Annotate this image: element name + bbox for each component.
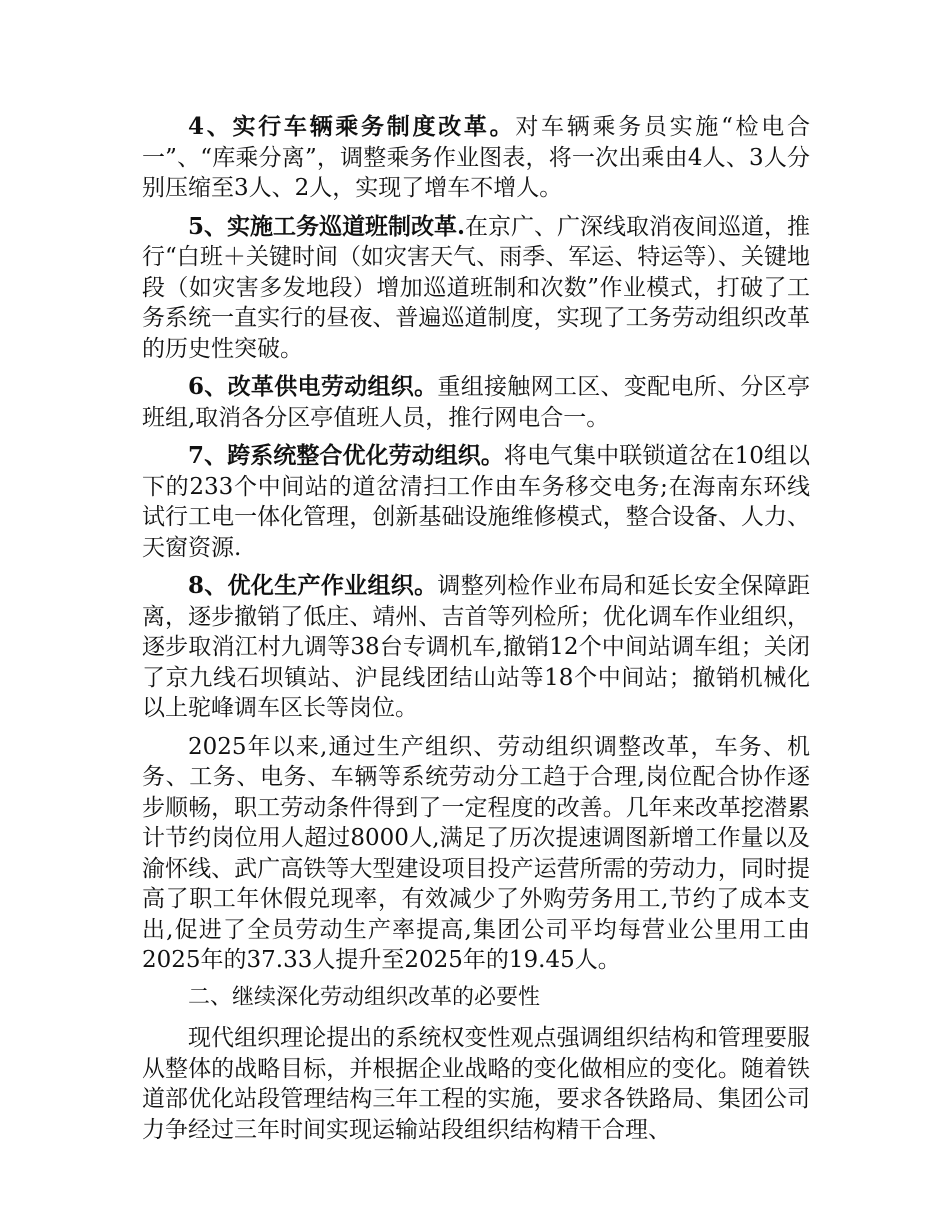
paragraph-lead: 8、优化生产作业组织。 <box>188 572 438 599</box>
paragraph-body: 重组接触网工区、变配电所、分区亭班组,取消各分区亭值班人员，推行网电合一。 <box>142 374 810 431</box>
paragraph-lead: 6、改革供电劳动组织。 <box>188 373 438 400</box>
paragraph-body: 2025年以来,通过生产组织、劳动组织调整改革，车务、机务、工务、电务、车辆等系统劳动分工趋于合理,岗位配合协作逐步顺畅，职工劳动条件得到了一定程度的改善。几年来改革挖潜累计节约岗位用人超过8000人,满足了历次提速调图新增工作量以及渝怀线、武广高铁等大型建设项目投产运营所需的劳动力，同时提高了职工年休假兑现率，有效减少了外购劳务用工,节约了成本支出,促进了全员劳动生产率提高,集团公司平均每营业公里用工由2025年的37.33人提升至2025年的19.45人。 <box>142 733 810 973</box>
document-page <box>142 112 810 1153</box>
paragraph-body: 调整列检作业布局和延长安全保障距离，逐步撤销了低庄、靖州、吉首等列检所；优化调车作业组织，逐步取消江村九调等38台专调机车,撤销12个中间站调车组；关闭了京九线石坝镇站、沪昆线团结山站等18个中间站；撤销机械化以上驼峰调车区长等岗位。 <box>142 573 810 721</box>
paragraph-lead: 5、实施工务巡道班制改革. <box>188 212 466 240</box>
paragraph-power-supply-reform <box>142 372 810 433</box>
paragraph-body: 对车辆乘务员实施“检电合一”、“库乘分离”，调整乘务作业图表，将一次出乘由4人、3人分别压缩至3人、2人，实现了增车不增人。 <box>142 114 810 201</box>
paragraph-production-optimization <box>142 571 810 724</box>
paragraph-vehicle-crew-reform <box>142 112 810 204</box>
paragraph-body: 在京广、广深线取消夜间巡道，推行“白班＋关键时间（如灾害天气、雨季、军运、特运等）、关键地段（如灾害多发地段）增加巡道班制和次数”作业模式，打破了工务系统一直实行的昼夜、普遍巡道制度，实现了工务劳动组织改革的历史性突破。 <box>142 213 811 362</box>
paragraph-body: 将电气集中联锁道岔在10组以下的233个中间站的道岔清扫工作由车务移交电务;在海南东环线试行工电一体化管理，创新基础设施维修模式，整合设备、人力、天窗资源. <box>142 443 810 561</box>
paragraph-lead: 7、跨系统整合优化劳动组织。 <box>188 442 504 469</box>
paragraph-results-summary <box>142 732 810 976</box>
paragraph-lead: 4、实行车辆乘务制度改革。 <box>188 113 516 140</box>
paragraph-track-patrol-reform <box>142 212 810 365</box>
paragraph-closing: 现代组织理论提出的系统权变性观点强调组织结构和管理要服从整体的战略目标，并根据企业战略的变化做相应的变化。随着铁道部优化站段管理结构三年工程的实施，要求各铁路局、集团公司力争经过三年时间实现运输站段组织结构精干合理、 <box>142 1025 810 1143</box>
section-heading: 二、继续深化劳动组织改革的必要性 <box>188 984 541 1010</box>
paragraph-cross-system-integration <box>142 441 810 563</box>
